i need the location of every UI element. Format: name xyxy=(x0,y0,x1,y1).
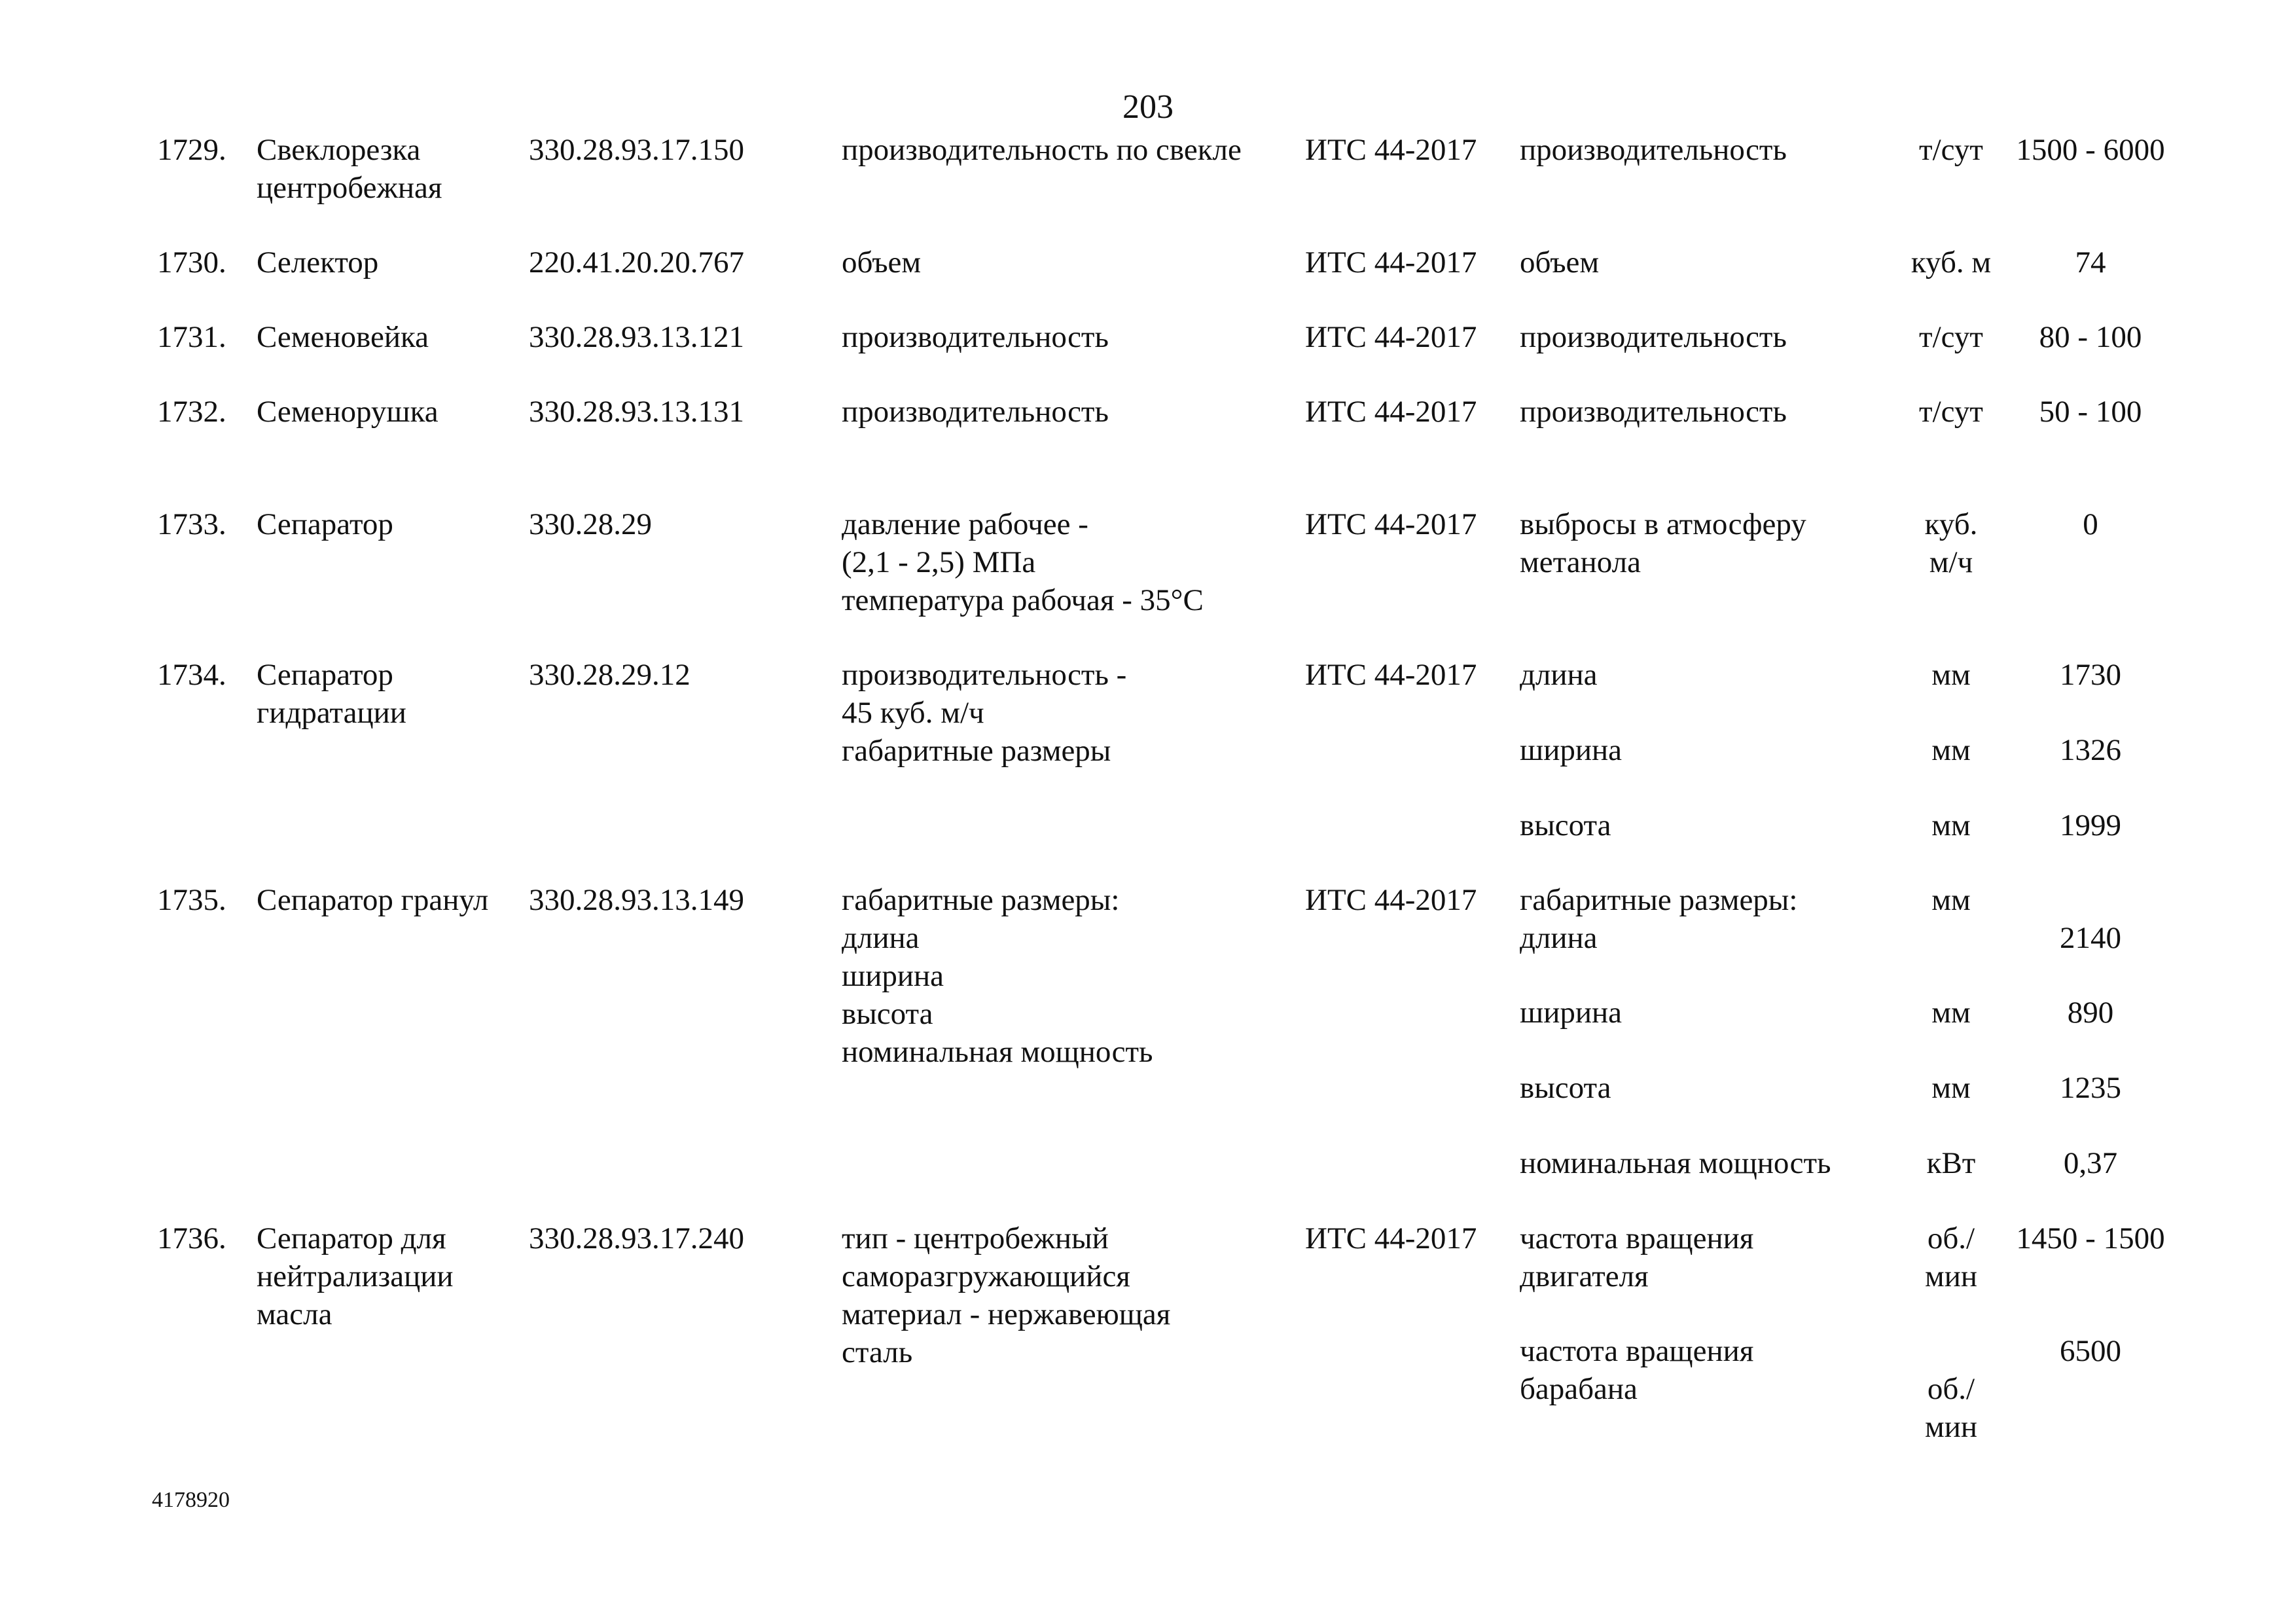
equipment-description: тип - центробежный саморазгружающийся материал - нержавеющая сталь xyxy=(842,1221,1171,1369)
parameter-value: 2140 xyxy=(2060,921,2121,955)
parameter-value: 0,37 xyxy=(2063,1146,2118,1180)
standard-reference: ИТС 44-2017 xyxy=(1305,133,1477,167)
equipment-name: Семеновейка xyxy=(257,320,429,354)
standard-reference: ИТС 44-2017 xyxy=(1305,395,1477,429)
parameter-label: высота xyxy=(1520,1071,1611,1105)
parameter-unit: т/сут xyxy=(1919,395,1983,429)
standard-reference: ИТС 44-2017 xyxy=(1305,245,1477,280)
equipment-description: производительность xyxy=(842,320,1109,354)
parameter-label: объем xyxy=(1520,245,1600,280)
equipment-description: производительность xyxy=(842,395,1109,429)
parameter-value: 1326 xyxy=(2060,733,2121,767)
parameter-value: 50 - 100 xyxy=(2039,395,2142,429)
parameter-value: 1500 - 6000 xyxy=(2016,133,2165,167)
equipment-code: 330.28.93.13.149 xyxy=(529,883,744,917)
parameter-label: производительность xyxy=(1520,395,1787,429)
equipment-name: Селектор xyxy=(257,245,379,280)
parameter-unit: мм xyxy=(1931,1071,1971,1105)
equipment-name: Сепаратор гидратации xyxy=(257,658,406,730)
entry-number: 1730. xyxy=(157,245,226,280)
parameter-value: 80 - 100 xyxy=(2039,320,2142,354)
equipment-code: 330.28.29 xyxy=(529,507,652,541)
parameter-label: выбросы в атмосферу метанола xyxy=(1520,507,1806,579)
parameter-unit: об./ мин xyxy=(1924,1372,1978,1444)
equipment-name: Свеклорезка центробежная xyxy=(257,133,442,205)
parameter-unit: мм xyxy=(1931,996,1971,1030)
standard-reference: ИТС 44-2017 xyxy=(1305,507,1477,541)
parameter-value: 74 xyxy=(2075,245,2106,280)
document-id: 4178920 xyxy=(152,1488,230,1512)
equipment-name: Семенорушка xyxy=(257,395,439,429)
equipment-description: производительность по свекле xyxy=(842,133,1242,167)
parameter-value: 1999 xyxy=(2060,808,2121,842)
parameter-value: 6500 xyxy=(2060,1334,2121,1368)
equipment-description: габаритные размеры: длина ширина высота номинальная мощность xyxy=(842,883,1153,1069)
standard-reference: ИТС 44-2017 xyxy=(1305,883,1477,917)
parameter-value: 1730 xyxy=(2060,658,2121,692)
equipment-description: производительность - 45 куб. м/ч габаритные размеры xyxy=(842,658,1127,768)
parameter-unit: куб. м/ч xyxy=(1924,507,1978,579)
entry-number: 1731. xyxy=(157,320,226,354)
parameter-label: частота вращения двигателя xyxy=(1520,1221,1754,1293)
entry-number: 1736. xyxy=(157,1221,226,1255)
parameter-label: номинальная мощность xyxy=(1520,1146,1831,1180)
parameter-label: высота xyxy=(1520,808,1611,842)
equipment-code: 220.41.20.20.767 xyxy=(529,245,744,280)
parameter-label: ширина xyxy=(1520,733,1623,767)
entry-number: 1735. xyxy=(157,883,226,917)
entry-number: 1732. xyxy=(157,395,226,429)
parameter-unit: мм xyxy=(1931,658,1971,692)
parameter-unit: т/сут xyxy=(1919,133,1983,167)
parameter-value: 1235 xyxy=(2060,1071,2121,1105)
standard-reference: ИТС 44-2017 xyxy=(1305,1221,1477,1255)
equipment-description: объем xyxy=(842,245,922,280)
equipment-code: 330.28.93.13.121 xyxy=(529,320,744,354)
parameter-unit: куб. м xyxy=(1910,245,1992,280)
parameter-label: габаритные размеры: длина xyxy=(1520,883,1798,955)
parameter-unit: мм xyxy=(1931,883,1971,917)
equipment-description: давление рабочее - (2,1 - 2,5) МПа температура рабочая - 35°C xyxy=(842,507,1204,617)
equipment-name: Сепаратор xyxy=(257,507,393,541)
standard-reference: ИТС 44-2017 xyxy=(1305,658,1477,692)
entry-number: 1734. xyxy=(157,658,226,692)
parameter-unit: мм xyxy=(1931,808,1971,842)
parameter-label: производительность xyxy=(1520,133,1787,167)
equipment-code: 330.28.93.17.150 xyxy=(529,133,744,167)
page-number: 203 xyxy=(1122,88,1174,126)
entry-number: 1729. xyxy=(157,133,226,167)
parameter-label: частота вращения барабана xyxy=(1520,1334,1754,1406)
equipment-name: Сепаратор гранул xyxy=(257,883,489,917)
parameter-unit: мм xyxy=(1931,733,1971,767)
equipment-code: 330.28.29.12 xyxy=(529,658,691,692)
equipment-name: Сепаратор для нейтрализации масла xyxy=(257,1221,454,1331)
standard-reference: ИТС 44-2017 xyxy=(1305,320,1477,354)
parameter-value: 0 xyxy=(2083,507,2098,541)
equipment-code: 330.28.93.13.131 xyxy=(529,395,744,429)
parameter-value: 890 xyxy=(2067,996,2114,1030)
parameter-unit: об./ мин xyxy=(1924,1221,1978,1293)
parameter-value: 1450 - 1500 xyxy=(2016,1221,2165,1255)
entry-number: 1733. xyxy=(157,507,226,541)
parameter-unit: т/сут xyxy=(1919,320,1983,354)
parameter-label: производительность xyxy=(1520,320,1787,354)
parameter-label: длина xyxy=(1520,658,1598,692)
parameter-label: ширина xyxy=(1520,996,1623,1030)
parameter-unit: кВт xyxy=(1926,1146,1976,1180)
equipment-code: 330.28.93.17.240 xyxy=(529,1221,744,1255)
